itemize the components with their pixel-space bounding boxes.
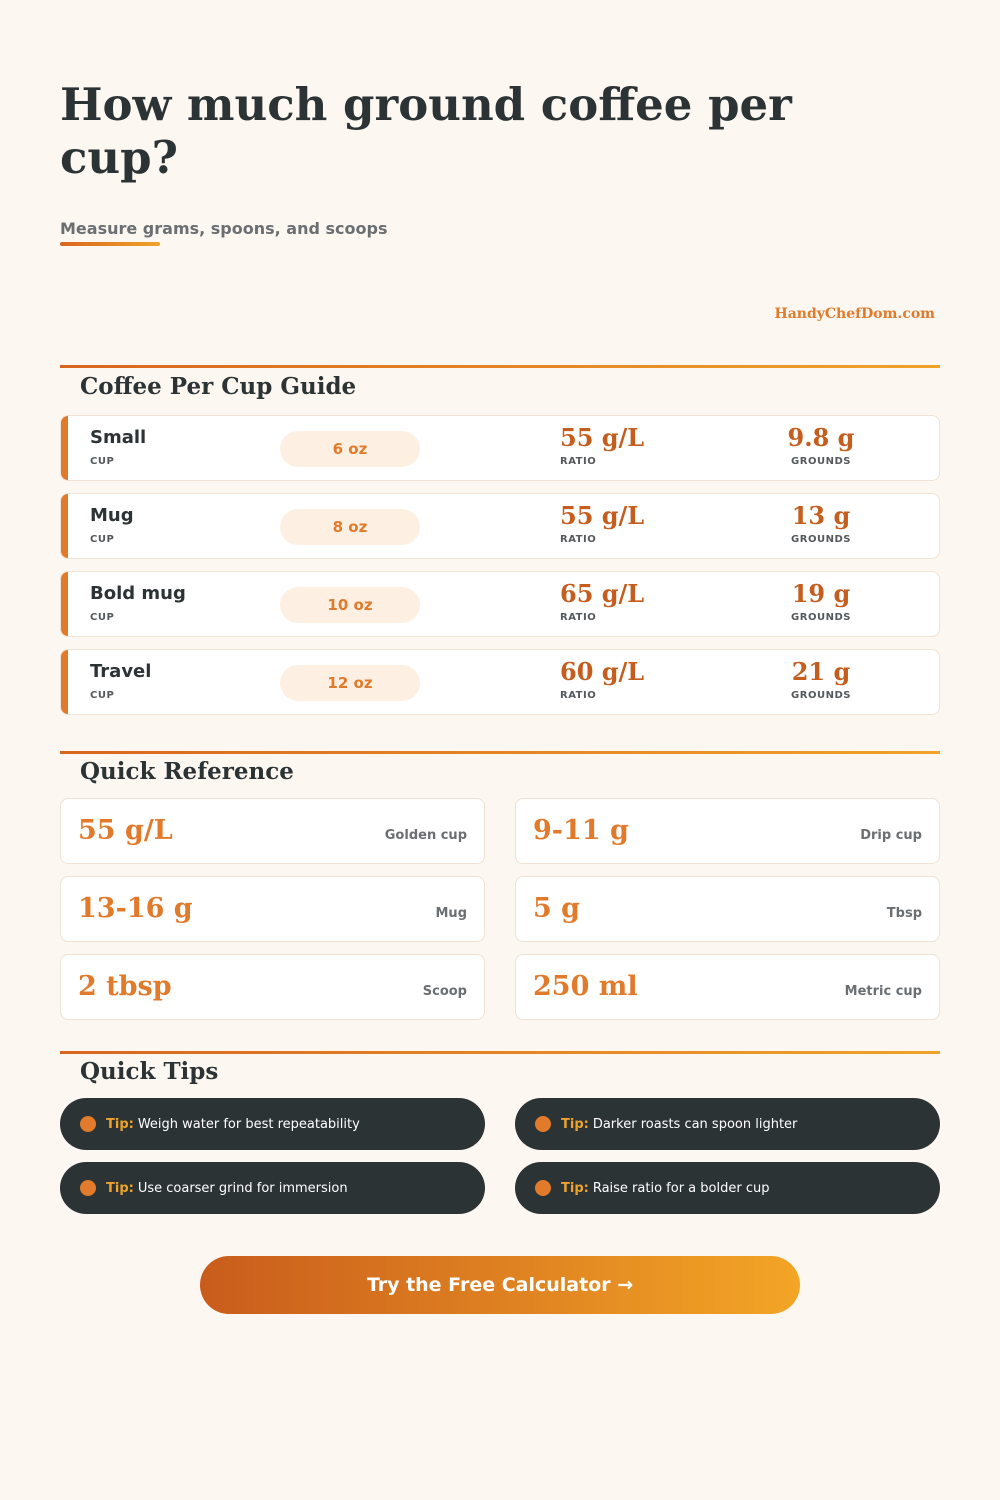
ratio-value: 55 g/L [560,501,645,530]
guide-section-title: Coffee Per Cup Guide [80,373,357,400]
grounds-value: 9.8 g [787,423,855,452]
reference-value: 2 tbsp [78,971,172,1002]
guide-row [60,493,940,559]
reference-card [515,876,940,942]
cup-name: Travel [90,661,152,682]
guide-row [60,415,940,481]
ratio-value: 60 g/L [560,657,645,686]
ratio-label: RATIO [560,456,597,467]
row-accent [61,572,68,636]
grounds-value: 13 g [791,501,851,530]
ratio-value: 65 g/L [560,579,645,608]
page-subtitle: Measure grams, spoons, and scoops [60,219,388,238]
ratio-value: 55 g/L [560,423,645,452]
cup-size-pill: 10 oz [280,587,420,623]
reference-card [515,954,940,1020]
row-accent [61,650,68,714]
section-divider [60,751,940,754]
tip-pill [60,1098,485,1150]
cup-label: CUP [90,456,115,467]
reference-card [60,876,485,942]
reference-card [60,798,485,864]
grounds-label: GROUNDS [791,534,851,545]
reference-label: Mug [435,906,467,921]
cup-size-pill: 6 oz [280,431,420,467]
tip-prefix: Tip: [106,1116,134,1132]
reference-label: Golden cup [384,828,467,843]
tip-text: Use coarser grind for immersion [137,1180,348,1196]
reference-card [515,798,940,864]
grounds-value: 19 g [791,579,851,608]
tip-dot-icon [80,1116,96,1132]
tip-dot-icon [80,1180,96,1196]
tip-text: Weigh water for best repeatability [137,1116,360,1132]
tip-prefix: Tip: [106,1180,134,1196]
tip-pill [515,1162,940,1214]
reference-value: 55 g/L [78,815,173,846]
cup-size-pill: 12 oz [280,665,420,701]
free-calculator-button[interactable]: Try the Free Calculator → [200,1256,800,1314]
row-accent [61,494,68,558]
reference-label: Drip cup [860,828,922,843]
reference-value: 250 ml [533,971,638,1002]
tip-pill [60,1162,485,1214]
tip-text: Raise ratio for a bolder cup [592,1180,770,1196]
grounds-label: GROUNDS [791,612,851,623]
reference-label: Tbsp [886,906,922,921]
tip-prefix: Tip: [561,1116,589,1132]
tip-pill [515,1098,940,1150]
reference-card [60,954,485,1020]
reference-label: Metric cup [844,984,922,999]
cup-label: CUP [90,690,115,701]
tip-dot-icon [535,1116,551,1132]
grounds-value: 21 g [791,657,851,686]
reference-value: 5 g [533,893,581,924]
reference-section-title: Quick Reference [80,758,294,785]
row-accent [61,416,68,480]
cup-size-pill: 8 oz [280,509,420,545]
tip-prefix: Tip: [561,1180,589,1196]
page-title: How much ground coffee per cup? [60,78,792,184]
guide-row [60,649,940,715]
cup-name: Bold mug [90,583,186,604]
subtitle-underline [60,242,160,246]
section-divider [60,1051,940,1054]
reference-value: 13-16 g [78,893,193,924]
cup-label: CUP [90,534,115,545]
cup-label: CUP [90,612,115,623]
guide-row [60,571,940,637]
cup-name: Mug [90,505,134,526]
tips-section-title: Quick Tips [80,1058,219,1085]
grounds-label: GROUNDS [791,690,851,701]
grounds-label: GROUNDS [791,456,851,467]
section-divider [60,365,940,368]
ratio-label: RATIO [560,534,597,545]
brand-link[interactable]: HandyChefDom.com [774,306,935,322]
ratio-label: RATIO [560,612,597,623]
tip-text: Darker roasts can spoon lighter [592,1116,798,1132]
ratio-label: RATIO [560,690,597,701]
reference-label: Scoop [422,984,467,999]
cup-name: Small [90,427,147,448]
reference-value: 9-11 g [533,815,629,846]
tip-dot-icon [535,1180,551,1196]
